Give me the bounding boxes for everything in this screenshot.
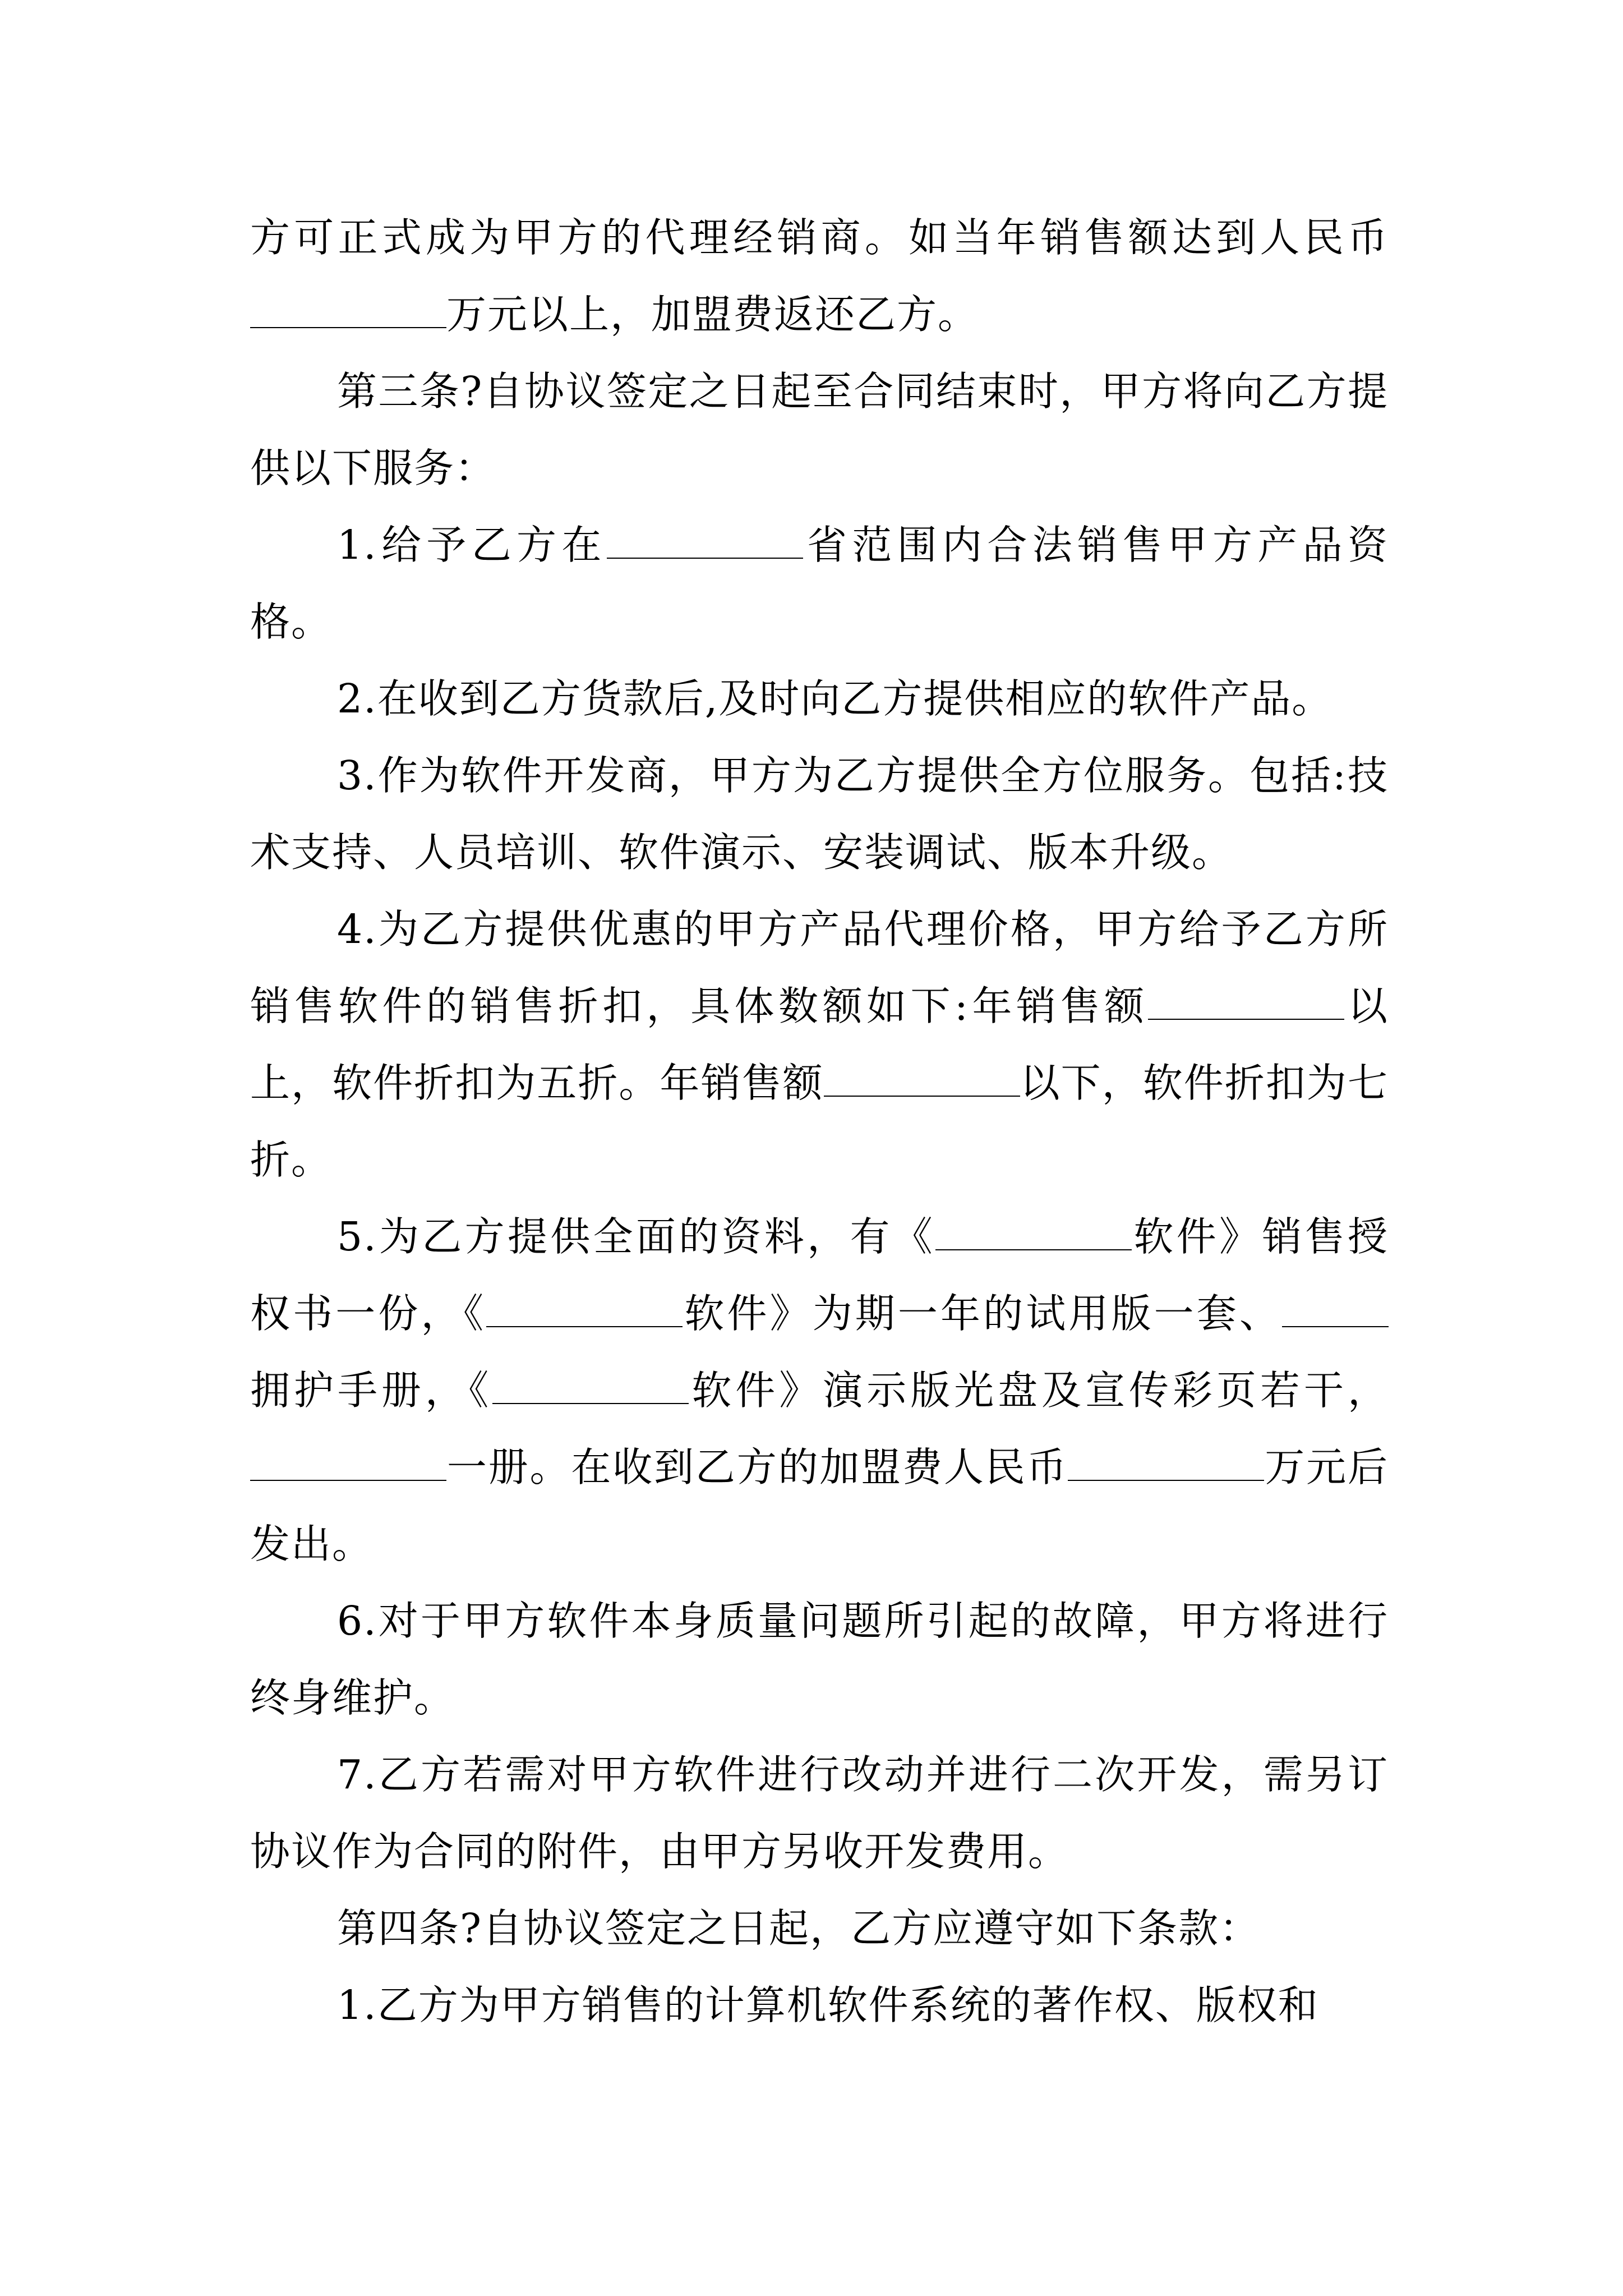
paragraph-text: 省范围内合法销售甲方产品资格。	[250, 522, 1389, 645]
paragraph-text: 2.在收到乙方货款后,及时向乙方提供相应的软件产品。	[337, 675, 1333, 722]
paragraph-text: 拥护手册，《	[250, 1367, 493, 1414]
fill-in-blank	[1148, 985, 1344, 1020]
paragraph-text: 万元后发出。	[250, 1444, 1389, 1567]
fill-in-blank	[607, 524, 803, 559]
paragraph	[250, 1736, 1389, 1890]
paragraph-text: 软件》演示版光盘及宣传彩页若干，	[689, 1367, 1389, 1414]
paragraph-text: 第四条?自协议签定之日起，乙方应遵守如下条款：	[337, 1905, 1261, 1952]
paragraph	[250, 891, 1389, 1198]
paragraph	[250, 353, 1389, 507]
paragraph-text: 4.为乙方提供优惠的甲方产品代理价格，甲方给予乙方所销售软件的销售折扣，具体数额如下:年销售额	[250, 906, 1389, 1029]
paragraph-text: 软件》为期一年的试用版一套、	[683, 1290, 1282, 1337]
paragraph	[250, 199, 1389, 353]
paragraph-text: 第三条?自协议签定之日起至合同结束时，甲方将向乙方提供以下服务：	[250, 368, 1389, 491]
fill-in-blank	[935, 1216, 1132, 1250]
paragraph	[250, 660, 1389, 737]
contract-text-body	[250, 199, 1389, 2044]
fill-in-blank	[492, 1369, 689, 1404]
paragraph-text: 7.乙方若需对甲方软件进行改动并进行二次开发，需另订协议作为合同的附件，由甲方另收开发费用。	[250, 1751, 1389, 1875]
paragraph-text: 3.作为软件开发商，甲方为乙方提供全方位服务。包括:技术支持、人员培训、软件演示、安装调试、版本升级。	[250, 752, 1389, 876]
paragraph-text: 以上，软件折扣为五折。年销售额	[250, 983, 1389, 1106]
fill-in-blank	[250, 1446, 446, 1481]
paragraph-text: 一册。在收到乙方的加盟费人民币	[446, 1444, 1068, 1490]
paragraph-text: 5.为乙方提供全面的资料，有《	[337, 1213, 936, 1260]
paragraph	[250, 1967, 1389, 2044]
fill-in-blank	[824, 1062, 1020, 1097]
paragraph-text: 万元以上，加盟费返还乙方。	[446, 291, 979, 338]
fill-in-blank	[1068, 1446, 1264, 1481]
paragraph-text: 方可正式成为甲方的代理经销商。如当年销售额达到人民币	[250, 214, 1389, 261]
fill-in-blank	[250, 293, 446, 328]
paragraph	[250, 1582, 1389, 1736]
paragraph	[250, 1890, 1389, 1967]
paragraph-text: 1.给予乙方在	[337, 522, 607, 568]
paragraph-text: 软件》销售授权书一份，《	[250, 1213, 1389, 1337]
paragraph-text: 6.对于甲方软件本身质量问题所引起的故障，甲方将进行终身维护。	[250, 1598, 1389, 1721]
paragraph	[250, 1198, 1389, 1582]
paragraph	[250, 507, 1389, 660]
paragraph-text: 1.乙方为甲方销售的计算机软件系统的著作权、版权和	[337, 1982, 1319, 2028]
paragraph-text: 以下，软件折扣为七折。	[250, 1060, 1389, 1183]
fill-in-blank	[1282, 1292, 1389, 1327]
fill-in-blank	[486, 1292, 683, 1327]
paragraph	[250, 737, 1389, 891]
